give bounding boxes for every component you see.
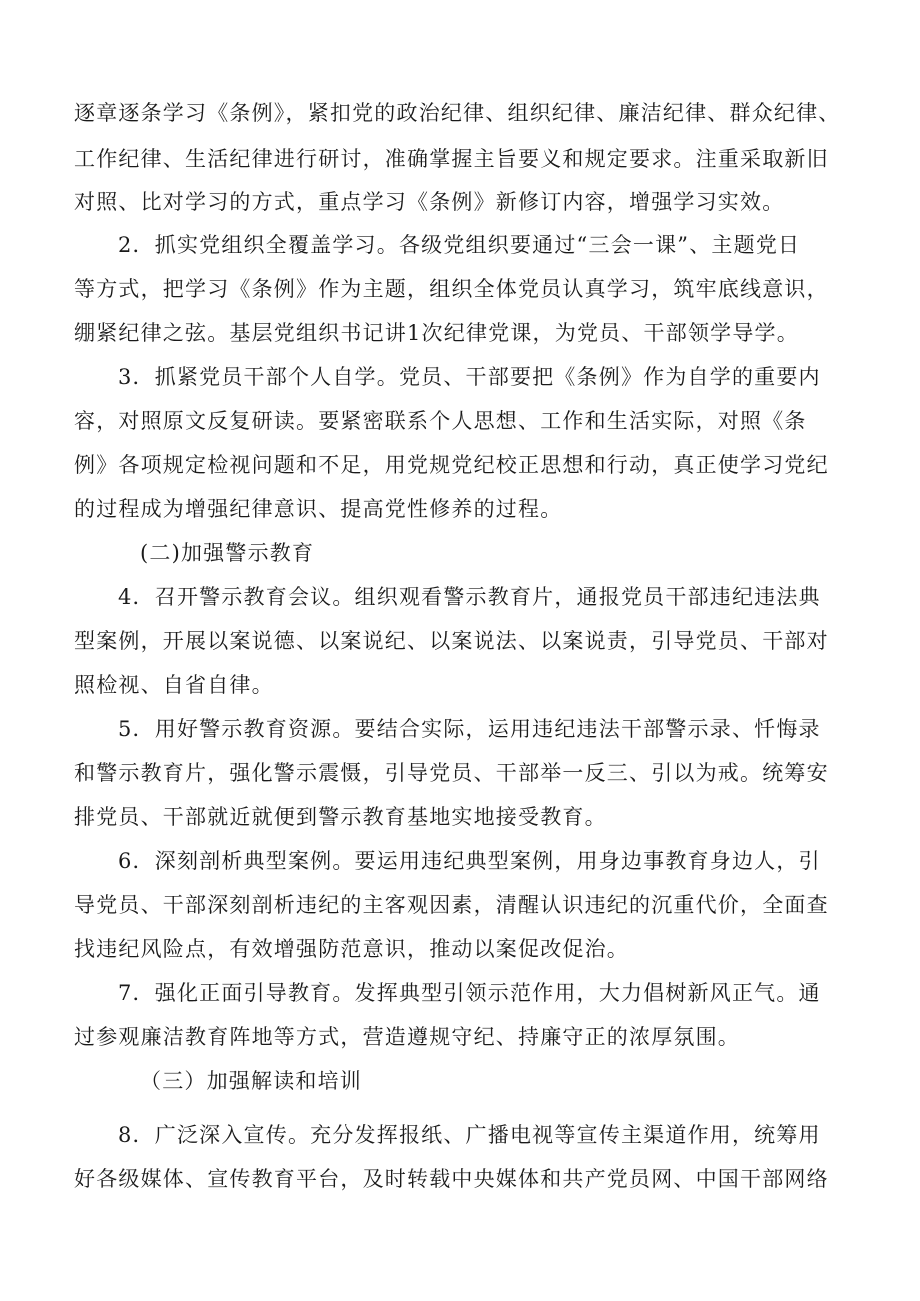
paragraph-line: 2．抓实党组织全覆盖学习。各级党组织要通过“三会一课”、主题党日: [118, 233, 801, 257]
paragraph-line: 例》各项规定检视问题和不足，用党规党纪校正思想和行动，真正使学习党纪: [74, 453, 829, 477]
paragraph-line: 对照、比对学习的方式，重点学习《条例》新修订内容，增强学习实效。: [74, 190, 785, 214]
section-heading: （三）加强解读和培训: [140, 1069, 362, 1093]
paragraph-line: 3．抓紧党员干部个人自学。党员、干部要把《条例》作为自学的重要内: [118, 365, 821, 389]
paragraph-line: 的过程成为增强纪律意识、提高党性修养的过程。: [74, 497, 563, 521]
paragraph-line: 绷紧纪律之弦。基层党组织书记讲1次纪律党课，为党员、干部领学导学。: [74, 321, 799, 345]
paragraph-line: 7．强化正面引导教育。发挥典型引领示范作用，大力倡树新风正气。通: [118, 981, 821, 1005]
paragraph-line: 6．深刻剖析典型案例。要运用违纪典型案例，用身边事教育身边人，引: [118, 849, 821, 873]
section-heading: (二)加强警示教育: [140, 541, 315, 565]
paragraph-line: 型案例，开展以案说德、以案说纪、以案说法、以案说责，引导党员、干部对: [74, 629, 829, 653]
paragraph-line: 好各级媒体、宣传教育平台，及时转载中央媒体和共产党员网、中国干部网络: [74, 1167, 829, 1191]
paragraph-line: 找违纪风险点，有效增强防范意识，推动以案促改促治。: [74, 937, 629, 961]
paragraph-line: 逐章逐条学习《条例》，紧扣党的政治纪律、组织纪律、廉洁纪律、群众纪律、: [74, 101, 841, 125]
paragraph-line: 和警示教育片，强化警示震慑，引导党员、干部举一反三、引以为戒。统筹安: [74, 761, 829, 785]
paragraph-line: 5．用好警示教育资源。要结合实际，运用违纪违法干部警示录、忏悔录: [118, 717, 821, 741]
paragraph-line: 过参观廉洁教育阵地等方式，营造遵规守纪、持廉守正的浓厚氛围。: [74, 1025, 740, 1049]
paragraph-line: 工作纪律、生活纪律进行研讨，准确掌握主旨要义和规定要求。注重采取新旧: [74, 147, 829, 171]
paragraph-line: 等方式，把学习《条例》作为主题，组织全体党员认真学习，筑牢底线意识，: [74, 277, 829, 301]
paragraph-line: 导党员、干部深刻剖析违纪的主客观因素，清醒认识违纪的沉重代价，全面查: [74, 893, 829, 917]
paragraph-line: 4．召开警示教育会议。组织观看警示教育片，通报党员干部违纪违法典: [118, 585, 821, 609]
paragraph-line: 8．广泛深入宣传。充分发挥报纸、广播电视等宣传主渠道作用，统筹用: [118, 1123, 821, 1147]
paragraph-line: 排党员、干部就近就便到警示教育基地实地接受教育。: [74, 805, 607, 829]
paragraph-line: 照检视、自省自律。: [74, 673, 274, 697]
paragraph-line: 容，对照原文反复研读。要紧密联系个人思想、工作和生活实际，对照《条: [74, 409, 807, 433]
